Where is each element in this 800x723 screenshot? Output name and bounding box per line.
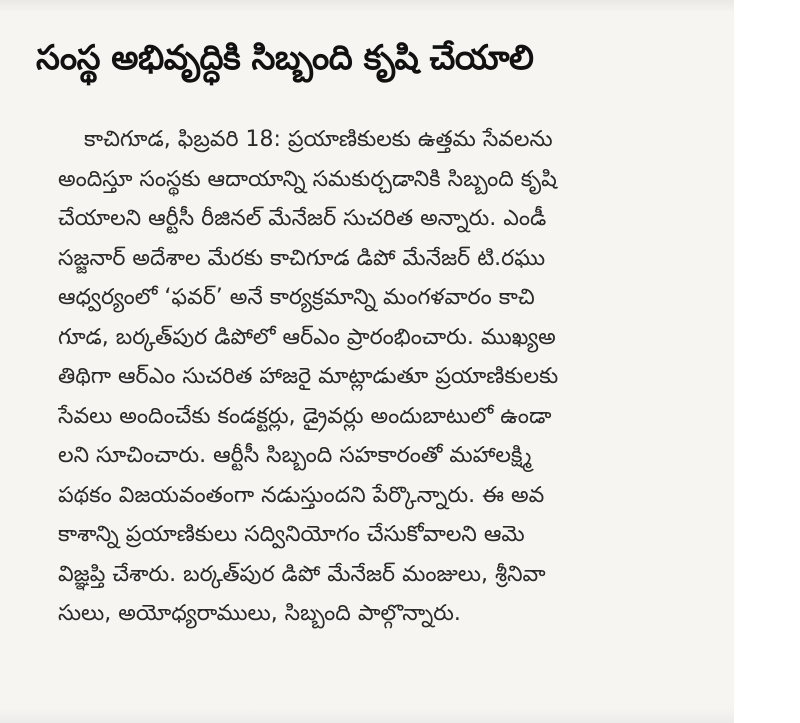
article-body xyxy=(58,120,698,634)
article-line: తిథిగా ఆర్‌ఎం సుచరిత హాజరై మాట్లాడుతూ ప్రయాణికులకు xyxy=(58,364,559,389)
bottom-edge xyxy=(0,708,734,723)
article-line: సులు, అయోధ్యరాములు, సిబ్బంది పాల్గొన్నారు. xyxy=(58,601,461,626)
article-line: చేయాలని ఆర్టీసీ రీజినల్ మేనేజర్ సుచరిత అన్నారు. ఎండీ xyxy=(58,206,547,231)
article-line: సేవలు అందించేకు కండక్టర్లు, డ్రైవర్లు అందుబాటులో ఉండా xyxy=(58,403,552,429)
article-line: విజ్ఞప్తి చేశారు. బర్కత్‌పుర డిపో మేనేజర్ మంజులు, శ్రీనివా xyxy=(58,561,546,587)
article-line: సజ్జనార్ అదేశాల మేరకు కాచిగూడ డిపో మేనేజర్ టి.రఘు xyxy=(58,245,546,271)
article-line: లని సూచించారు. ఆర్టీసీ సిబ్బంది సహకారంతో మహాలక్ష్మి xyxy=(58,443,532,468)
article-line: గూడ, బర్కత్‌పుర డిపోలో ఆర్‌ఎం ప్రారంభించారు. ముఖ్యఅ xyxy=(58,324,556,350)
article-line: కాశాన్ని ప్రయాణికులు సద్వినియోగం చేసుకోవాలని ఆమె xyxy=(58,522,525,547)
article-line: అందిస్తూ సంస్థకు ఆదాయాన్ని సమకుర్చడానికి సిబ్బంది కృషి xyxy=(58,166,557,192)
article-line: ఆధ్వర్యంలో ‘ఫవర్’ అనే కార్యక్రమాన్ని మంగళవారం కాచి xyxy=(58,285,535,310)
article-line: పథకం విజయవంతంగా నడుస్తుందని పేర్కొన్నారు. ఈ అవ xyxy=(58,482,545,508)
article-line: కాచిగూడ, ఫిబ్రవరి 18: ప్రయాణికులకు ఉత్తమ సేవలను xyxy=(84,127,553,152)
article-headline: సంస్థ అభివృద్ధికి సిబ్బంది కృషి చేయాలి xyxy=(36,38,534,78)
top-edge xyxy=(0,0,734,12)
